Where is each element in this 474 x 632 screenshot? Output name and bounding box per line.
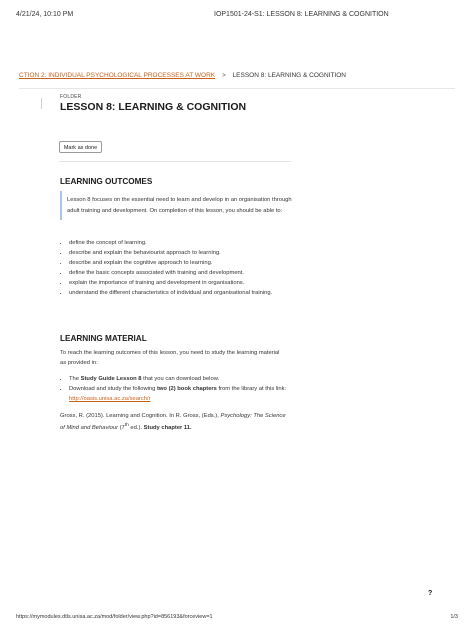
list-item: • define the concept of learning.	[69, 238, 287, 248]
list-item: • describe and explain the cognitive approach to learning.	[69, 258, 287, 268]
print-url: https://mymodules.dtls.unisa.ac.za/mod/folder/view.php?id=856193&forceview=1	[16, 614, 213, 620]
chevron-right-icon: >	[221, 72, 226, 79]
page-number: 1/3	[450, 614, 458, 620]
list-item: • define the basic concepts associated with training and development.	[69, 268, 287, 278]
list-item: • understand the different characteristics of individual and organisational training.	[69, 288, 287, 298]
learning-outcomes-heading: LEARNING OUTCOMES	[60, 177, 153, 186]
mark-as-done-button[interactable]: Mark as done	[59, 141, 102, 153]
list-item: • explain the importance of training and development in organisations.	[69, 278, 287, 288]
breadcrumb	[19, 72, 346, 79]
list-item	[69, 384, 293, 404]
breadcrumb-parent-link[interactable]: CTION 2: INDIVIDUAL PSYCHOLOGICAL PROCESSES AT WORK	[19, 72, 216, 79]
outcomes-callout: Lesson 8 focuses on the essential need to learn and develop in an organisation through adult training and development. On completion of this lesson, you should be able to:	[60, 191, 293, 220]
material-intro: To reach the learning outcomes of this lesson, you need to study the learning material as provided in:	[60, 350, 280, 366]
print-datetime: 4/21/24, 10:10 PM	[16, 11, 74, 18]
learning-material-heading: LEARNING MATERIAL	[60, 334, 147, 343]
breadcrumb-current: LESSON 8: LEARNING & COGNITION	[232, 72, 346, 79]
left-accent-mark	[41, 98, 42, 109]
outcomes-list	[60, 238, 287, 298]
ref-text: ed.).	[128, 424, 144, 431]
item-text: from the library at this link:	[216, 386, 287, 392]
print-header	[16, 11, 458, 21]
item-bold: Study Guide Lesson 8	[80, 376, 142, 382]
material-list	[60, 374, 293, 404]
item-text: The	[69, 376, 81, 382]
help-icon[interactable]: ?	[428, 590, 433, 597]
ref-text: (7	[118, 424, 125, 431]
reference-citation	[60, 411, 286, 433]
ref-instruction: Study chapter 11.	[143, 424, 192, 431]
ref-title: Psychology: The Science of Mind and Behaviour	[60, 413, 286, 431]
library-link[interactable]: http://oasis.unisa.ac.za/search/r	[69, 396, 151, 402]
ref-superscript: th	[124, 423, 129, 428]
item-bold: two (2) book chapters	[156, 386, 217, 392]
item-text: Download and study the following	[69, 386, 157, 392]
list-item	[69, 374, 293, 384]
ref-text: Gross, R. (2015). Learning and Cognition. In R. Gross, (Eds.),	[60, 413, 221, 419]
item-text: that you can download below.	[141, 376, 220, 382]
page-title: LESSON 8: LEARNING & COGNITION	[60, 101, 247, 113]
list-item: • describe and explain the behaviourist approach to learning.	[69, 248, 287, 258]
folder-label: FOLDER	[60, 94, 82, 100]
print-title: IOP1501-24-S1: LESSON 8: LEARNING & COGNITION	[214, 11, 389, 18]
content-divider	[59, 161, 291, 162]
header-divider	[19, 88, 455, 89]
